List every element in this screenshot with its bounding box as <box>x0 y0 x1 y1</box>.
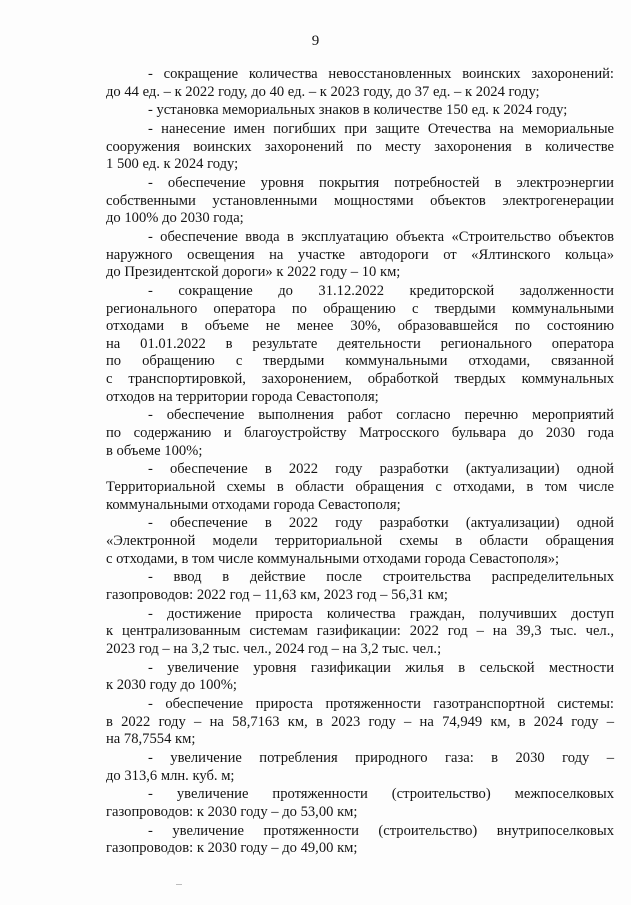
text-line: - увеличение уровня газификации жилья в сельской местности <box>148 659 614 676</box>
text-line: по обращению с твердыми коммунальными отходами, связанной <box>106 353 614 370</box>
text-line: газопроводов: 2022 год – 11,63 км, 2023 год – 56,31 км; <box>106 586 448 603</box>
text-line: регионального оператора по обращению с твердыми коммунальными <box>106 300 614 317</box>
list-item <box>106 606 614 659</box>
text-line: до Президентской дороги» к 2022 году – 10 км; <box>106 264 401 281</box>
text-line: Территориальной схемы в области обращения с отходами, в том числе <box>106 478 614 495</box>
text-line: газопроводов: к 2030 году – до 49,00 км; <box>106 840 358 857</box>
list-item <box>106 66 614 101</box>
list-item <box>106 660 614 695</box>
text-line: - обеспечение уровня покрытия потребностей в электроэнергии <box>148 175 614 192</box>
text-line: 1 500 ед. к 2024 году; <box>106 156 239 173</box>
text-line: - обеспечение в 2022 году разработки (актуализации) одной <box>148 461 614 478</box>
page-number: 9 <box>311 33 320 49</box>
text-line: - обеспечение прироста протяженности газотранспортной системы: <box>148 696 614 713</box>
list-item <box>106 283 614 406</box>
text-line: - установка мемориальных знаков в количестве 150 ед. к 2024 году; <box>148 102 568 119</box>
text-line: в 2022 году – на 58,7163 км, в 2023 году – на 74,949 км, в 2024 году – <box>106 713 614 730</box>
text-line: на 78,7554 км; <box>106 731 196 748</box>
list-item <box>106 823 614 858</box>
list-item <box>106 121 614 174</box>
text-line: - сокращение количества невосстановленных воинских захоронений: <box>148 66 614 82</box>
text-line: - сокращение до 31.12.2022 кредиторской задолженности <box>148 283 614 300</box>
scan-mark <box>176 884 182 885</box>
text-line: до 313,6 млн. куб. м; <box>106 767 235 784</box>
text-line: с транспортировкой, захоронением, обработкой твердых коммунальных <box>106 371 614 388</box>
list-item <box>106 229 614 282</box>
text-line: - обеспечение ввода в эксплуатацию объекта «Строительство объектов <box>148 229 614 246</box>
text-line: отходов на территории города Севастополя; <box>106 388 379 405</box>
list-item <box>106 175 614 228</box>
text-line: в объеме 100%; <box>106 442 203 459</box>
text-line: наружного освещения на участке автодороги от «Ялтинского кольца» <box>106 246 614 263</box>
text-line: к централизованным системам газификации: 2022 год – на 39,3 тыс. чел., <box>106 623 614 640</box>
text-line: 2023 год – на 3,2 тыс. чел., 2024 год – на 3,2 тыс. чел.; <box>106 640 442 657</box>
text-line: сооружения воинских захоронений по месту захоронения в количестве <box>106 138 614 155</box>
list-item <box>106 696 614 749</box>
text-line: собственными установленными мощностями объектов электрогенерации <box>106 192 614 209</box>
text-line: - обеспечение в 2022 году разработки (актуализации) одной <box>148 515 614 532</box>
list-item <box>106 569 614 604</box>
list-item <box>106 786 614 821</box>
text-line: - обеспечение выполнения работ согласно перечню мероприятий <box>148 407 614 424</box>
list-item <box>106 407 614 460</box>
text-line: - нанесение имен погибших при защите Отечества на мемориальные <box>148 121 614 138</box>
text-line: - ввод в действие после строительства распределительных <box>148 569 614 586</box>
list-item <box>106 750 614 785</box>
text-line: до 100% до 2030 года; <box>106 210 244 227</box>
list-item <box>106 102 614 120</box>
text-line: с отходами, в том числе коммунальными отходами города Севастополя»; <box>106 550 560 567</box>
list-item <box>106 515 614 568</box>
text-line: на 01.01.2022 в результате деятельности регионального оператора <box>106 335 614 352</box>
text-line: до 44 ед. – к 2022 году, до 40 ед. – к 2023 году, до 37 ед. – к 2024 году; <box>106 83 540 100</box>
document-body <box>106 66 614 859</box>
text-line: - увеличение протяженности (строительство) внутрипоселковых <box>148 822 614 839</box>
text-line: к 2030 году до 100%; <box>106 677 237 694</box>
text-line: - увеличение протяженности (строительство) межпоселковых <box>148 786 614 803</box>
text-line: «Электронной модели территориальной схемы в области обращения <box>106 532 614 549</box>
text-line: - достижение прироста количества граждан, получивших доступ <box>148 605 614 622</box>
text-line: - увеличение потребления природного газа: в 2030 году – <box>148 750 614 766</box>
list-item <box>106 461 614 514</box>
text-line: газопроводов: к 2030 году – до 53,00 км; <box>106 803 358 820</box>
text-line: отходами в объеме не менее 30%, образовавшейся по состоянию <box>106 318 614 335</box>
text-line: по содержанию и благоустройству Матросского бульвара до 2030 года <box>106 425 614 441</box>
text-line: коммунальными отходами города Севастополя; <box>106 496 401 513</box>
